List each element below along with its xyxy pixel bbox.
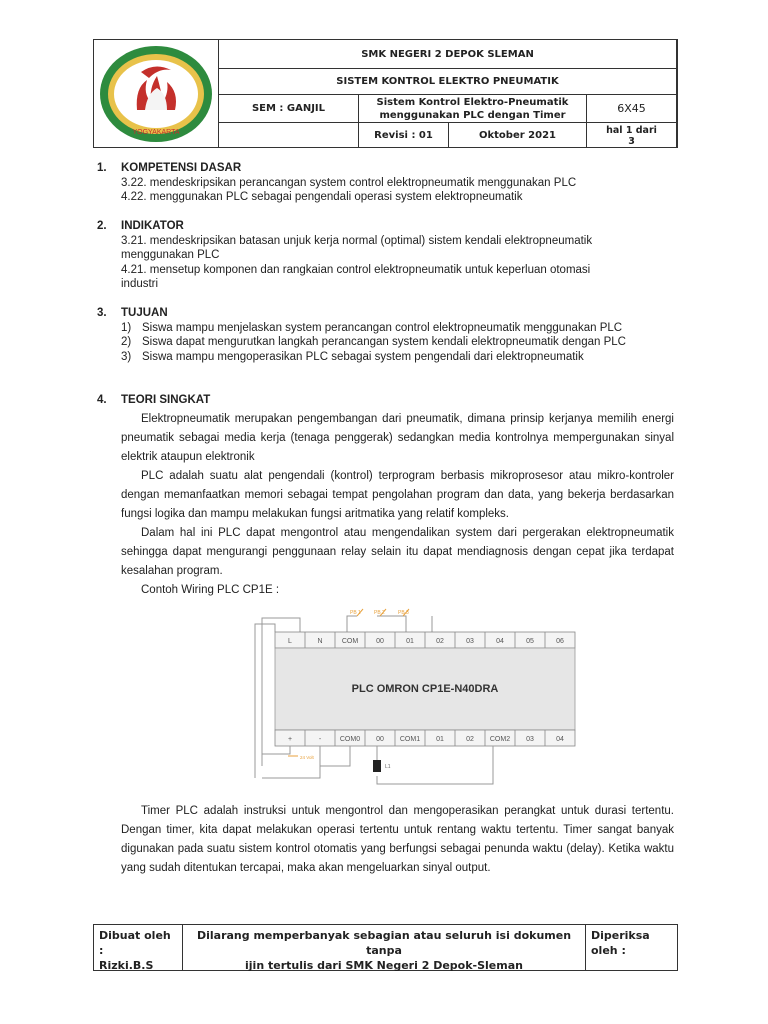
section-line: 4.22. menggunakan PLC sebagai pengendali operasi system elektropneumatik: [121, 191, 523, 203]
page-indicator: [587, 123, 677, 148]
list-item: [97, 335, 674, 350]
school-logo-cell: [94, 40, 219, 148]
section-number: 1.: [97, 162, 107, 174]
paragraph: Elektropneumatik merupakan pengembangan dari pneumatik, dimana prinsip kerjanya memilih energi pneumatik sebagai media kerja (tenaga penggerak) sedangkan media kontrolnya mempergunakan sinyal elektrik ataupun elektronik: [121, 413, 674, 463]
list-item: [97, 350, 674, 365]
terminal-bottom-label: 02: [466, 736, 474, 743]
section-number: 4.: [97, 394, 107, 406]
section-line: 4.21. mensetup komponen dan rangkaian control elektropneumatik untuk keperluan otomasi: [121, 263, 591, 276]
notice-line-2: ijin tertulis dari SMK Negeri 2 Depok-Sleman: [245, 959, 523, 972]
revision: Revisi : 01: [359, 123, 449, 148]
terminal-top-label: 04: [496, 638, 504, 645]
notice-cell: [183, 925, 586, 970]
supply-label: 24 Volt: [300, 755, 314, 760]
subject-title: SISTEM KONTROL ELEKTRO PNEUMATIK: [219, 69, 677, 95]
list-item-text: Siswa mampu mengoperasikan PLC sebagai system pengendali dari elektropneumatik: [142, 350, 584, 363]
bottom-terminal-strip: [275, 730, 575, 746]
section-kompetensi-dasar: [97, 161, 576, 205]
page-prefix: hal: [606, 124, 626, 136]
section-title: TUJUAN: [121, 307, 168, 319]
section-heading: [97, 306, 674, 321]
list-item-number: 1): [121, 321, 132, 334]
terminal-bottom-label: -: [318, 736, 322, 743]
document-footer: [93, 924, 678, 971]
topic-line-1: Sistem Kontrol Elektro-Pneumatik: [376, 96, 569, 108]
logo-caption: YOGYAKARTA: [132, 128, 180, 136]
timer-paragraph: [121, 802, 674, 878]
section-line: 3.22. mendeskripsikan perancangan system control elektropneumatik menggunakan PLC: [121, 176, 577, 189]
load-l1: [373, 760, 381, 772]
terminal-top-label: 01: [406, 638, 414, 645]
page-total: 3: [628, 135, 635, 147]
paragraph: Timer PLC adalah instruksi untuk mengontrol dan mengoperasikan perangkat untuk durasi tertentu. Dengan timer, kita dapat melakukan operasi tertentu untuk rentang waktu tertentu. Timer sangat banyak digunakan pada suatu sistem kontrol otomatis yang berfungsi sebagai penunda waktu (delay). Ketika waktu yang sudah ditentukan tercapai, maka akan mengeluarkan sinyal output.: [121, 805, 674, 874]
date: Oktober 2021: [449, 123, 587, 148]
section-line: 3.21. mendeskripsikan batasan unjuk kerja normal (optimal) sistem kendali elektropneumatik: [121, 234, 593, 247]
terminal-bottom-label: 03: [526, 736, 534, 743]
load-label: L1: [385, 764, 391, 770]
terminal-bottom-label: COM0: [339, 736, 361, 743]
checked-label-2: oleh :: [591, 944, 626, 957]
list-item-text: Siswa dapat mengurutkan langkah perancangan system kendali elektropneumatik dengan PLC: [142, 336, 626, 348]
school-logo: [97, 44, 215, 144]
terminal-bottom-label: 01: [436, 736, 444, 743]
section-heading: [97, 161, 576, 176]
terminal-top-label: N: [317, 638, 323, 645]
paragraph: Dalam hal ini PLC dapat mengontrol atau mengendalikan system dari pergerakan elektropneumatik sehingga dapat mengurangi penggunaan relay selain itu dapat mendiagnosis dengan cepat jika terdapat kesalahan program.: [121, 527, 674, 577]
empty-cell: [219, 123, 359, 148]
made-by-cell: [94, 925, 183, 970]
document-header: [93, 39, 678, 148]
page-suffix: dari: [632, 124, 657, 136]
topic-title: [359, 95, 587, 123]
list-item-number: 2): [121, 336, 132, 348]
terminal-bottom-label: +: [287, 736, 293, 743]
pb1-label: PB 1: [350, 610, 361, 616]
terminal-top-label: 02: [436, 638, 444, 645]
plc-wiring-diagram: [240, 606, 580, 796]
checked-label-1: Diperiksa: [591, 929, 650, 942]
section-title: INDIKATOR: [121, 220, 184, 232]
made-by-name: Rizki.B.S: [99, 959, 154, 972]
paragraph: Contoh Wiring PLC CP1E :: [141, 584, 280, 596]
section-heading: [97, 393, 210, 408]
terminal-top-label: COM: [341, 638, 359, 645]
section-number: 3.: [97, 307, 107, 319]
pb3-label: PB 3: [398, 610, 409, 616]
terminal-bottom-label: 00: [376, 736, 384, 743]
terminal-bottom-label: COM1: [399, 736, 421, 743]
list-item: [97, 321, 674, 336]
terminal-top-label: L: [288, 638, 292, 645]
list-item-number: 3): [121, 350, 132, 363]
made-by-label: Dibuat oleh :: [99, 929, 171, 957]
topic-line-2: menggunakan PLC dengan Timer: [379, 109, 566, 121]
top-terminal-strip: [275, 632, 575, 648]
pb2-label: PB 2: [374, 610, 385, 616]
paragraph: PLC adalah suatu alat pengendali (kontrol) terprogram berbasis mikroprosesor atau mikro-kontroler dengan memanfaatkan memori sebagai tempat pengolahan program dan data, yang bekerja berdasarkan fungsi logika dan mampu melakukan fungsi aritmatika yang relatif kompleks.: [121, 470, 674, 520]
hours: 6X45: [587, 95, 677, 123]
terminal-bottom-label: 04: [556, 736, 564, 743]
terminal-top-label: 03: [466, 638, 474, 645]
notice-line-1: Dilarang memperbanyak sebagian atau seluruh isi dokumen tanpa: [196, 929, 572, 957]
terminal-top-label: 00: [376, 638, 384, 645]
semester: SEM : GANJIL: [219, 95, 359, 123]
terminal-bottom-label: COM2: [489, 736, 511, 743]
plc-label: PLC OMRON CP1E-N40DRA: [351, 683, 499, 695]
section-title: KOMPETENSI DASAR: [121, 162, 242, 174]
section-teori-singkat: [97, 393, 210, 408]
section-title: TEORI SINGKAT: [121, 394, 211, 406]
section-number: 2.: [97, 220, 107, 232]
checked-by-cell: [586, 925, 677, 970]
section-line: menggunakan PLC: [121, 249, 220, 261]
section-line: industri: [121, 278, 159, 290]
theory-paragraphs: [121, 410, 674, 600]
section-tujuan: [97, 306, 674, 364]
list-item-text: Siswa mampu menjelaskan system perancangan control elektropneumatik menggunakan PLC: [142, 321, 623, 334]
terminal-top-label: 05: [526, 638, 534, 645]
section-indikator: [97, 219, 592, 292]
page-number: 1: [625, 124, 633, 136]
terminal-top-label: 06: [556, 638, 564, 645]
section-heading: [97, 219, 592, 234]
school-name: SMK NEGERI 2 DEPOK SLEMAN: [219, 40, 677, 69]
